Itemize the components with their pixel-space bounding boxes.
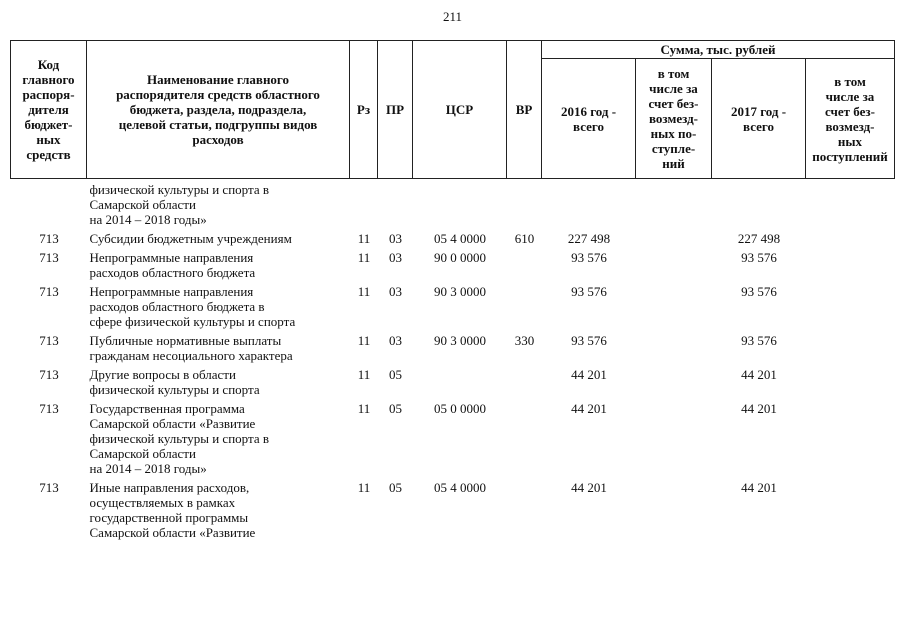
cell-code: 713 xyxy=(39,480,59,495)
cell-gratuitous-2017 xyxy=(806,331,895,365)
header.y2017_total-line: 2017 год - xyxy=(730,103,787,119)
header.y2016_gratuitous-line: числе за xyxy=(649,81,698,96)
header.y2017_gratuitous-line: возмезд- xyxy=(825,118,875,134)
cell-code: 713 xyxy=(39,333,59,348)
cell-rz: 11 xyxy=(357,231,371,246)
cell-rz: 11 xyxy=(357,367,371,382)
cell-rz: 11 xyxy=(357,401,371,416)
cell-csr: 05 0 0000 xyxy=(434,401,486,416)
header-csr: ЦСР xyxy=(413,41,507,179)
header-name xyxy=(87,41,350,179)
header.code-line: главного xyxy=(22,72,75,87)
header.y2016_gratuitous-line: ний xyxy=(662,156,685,171)
header.code-line: ных xyxy=(36,132,61,147)
rows.2.name-line: Непрограммные направления xyxy=(89,284,254,299)
cell-sum-2016: 93 576 xyxy=(571,284,607,299)
cell-name xyxy=(87,365,350,399)
rows.1.name-line: Непрограммные направления xyxy=(89,250,254,265)
cell-name xyxy=(87,478,350,542)
cell-name xyxy=(87,282,350,331)
cell-rz: 11 xyxy=(357,250,371,265)
cell-vr: 330 xyxy=(514,333,535,348)
table-row xyxy=(11,478,895,542)
header.y2016_total-line: всего xyxy=(573,118,604,134)
cell-code: 713 xyxy=(39,284,59,299)
cell-vr xyxy=(507,365,542,399)
page-number: 211 xyxy=(442,9,463,24)
budget-table xyxy=(10,40,895,542)
table-row xyxy=(11,248,895,282)
header.y2016_gratuitous-line: ных по- xyxy=(650,126,697,141)
header.code-line: распоря- xyxy=(22,87,75,102)
cell-vr: 610 xyxy=(514,231,535,246)
rows.3.name-line: гражданам несоциального характера xyxy=(89,348,293,363)
cell-code: 713 xyxy=(39,401,59,416)
cell-sum-2017: 227 498 xyxy=(737,231,781,246)
cell-code: 713 xyxy=(39,250,59,265)
cell-code: 713 xyxy=(39,231,59,246)
header.code-line: Код xyxy=(37,57,60,72)
cell-gratuitous-2016 xyxy=(636,478,712,542)
table-row xyxy=(11,399,895,478)
rows.4.name-line: физической культуры и спорта xyxy=(89,382,260,397)
header.y2016_gratuitous-line: счет без- xyxy=(648,96,699,111)
header.y2017_gratuitous-line: поступлений xyxy=(812,148,888,164)
cell-vr xyxy=(507,248,542,282)
cell-name xyxy=(87,229,350,248)
rows.6.name-line: осуществляемых в рамках xyxy=(89,495,236,510)
cell-pr: 03 xyxy=(389,333,402,348)
cell-csr: 90 0 0000 xyxy=(434,250,486,265)
rows.5.name-line: Самарской области «Развитие xyxy=(89,416,256,431)
rows.5.name-line: Государственная программа xyxy=(89,401,245,416)
header.code-line: дителя xyxy=(28,102,69,117)
table-row xyxy=(11,365,895,399)
cell-csr: 90 3 0000 xyxy=(434,333,486,348)
rows.3.name-line: Публичные нормативные выплаты xyxy=(89,333,282,348)
cell-name xyxy=(87,331,350,365)
continuation-row xyxy=(11,179,895,230)
header.y2017_gratuitous-line: в том xyxy=(834,73,866,89)
cell-gratuitous-2017 xyxy=(806,478,895,542)
header-2016-gratuitous xyxy=(636,59,712,179)
cell-sum-2017: 93 576 xyxy=(741,284,777,299)
header.name-line: Наименование главного xyxy=(146,72,290,87)
cell-rz: 11 xyxy=(357,333,371,348)
cell-name xyxy=(87,399,350,478)
cell-sum-2016: 44 201 xyxy=(571,401,607,416)
cell-gratuitous-2017 xyxy=(806,365,895,399)
rows.5.name-line: физической культуры и спорта в xyxy=(89,431,269,446)
header.name-line: целевой статьи, подгруппы видов xyxy=(118,117,318,132)
cell-gratuitous-2017 xyxy=(806,229,895,248)
header-rz: Рз xyxy=(350,41,378,179)
header.y2017_total-line: всего xyxy=(743,118,774,134)
rows.4.name-line: Другие вопросы в области xyxy=(89,367,236,382)
cell-pr: 03 xyxy=(389,284,402,299)
cell-rz: 11 xyxy=(357,480,371,495)
cell-vr xyxy=(507,282,542,331)
rows.6.name-line: государственной программы xyxy=(89,510,249,525)
cell-pr: 05 xyxy=(389,367,402,382)
rows.5.name-line: на 2014 – 2018 годы» xyxy=(89,461,207,476)
rows.5.name-line: Самарской области xyxy=(89,446,196,461)
cell-sum-2016: 93 576 xyxy=(571,333,607,348)
rows.2.name-line: расходов областного бюджета в xyxy=(89,299,265,314)
cell-gratuitous-2016 xyxy=(636,229,712,248)
header.y2016_gratuitous-line: в том xyxy=(657,66,690,81)
continuation-line: Самарской области xyxy=(89,197,196,212)
cell-name xyxy=(87,248,350,282)
rows.6.name-line: Самарской области «Развитие xyxy=(89,525,256,540)
header.y2017_gratuitous-line: счет без- xyxy=(825,103,875,119)
cell-csr: 05 4 0000 xyxy=(434,480,486,495)
table-row xyxy=(11,282,895,331)
cell-sum-2016: 44 201 xyxy=(571,367,607,382)
cell-gratuitous-2016 xyxy=(636,365,712,399)
header-sum-group: Сумма, тыс. рублей xyxy=(542,41,895,59)
cell-rz: 11 xyxy=(357,284,371,299)
cell-sum-2017: 93 576 xyxy=(741,333,777,348)
header-vr: ВР xyxy=(507,41,542,179)
cell-code: 713 xyxy=(39,367,59,382)
table-header xyxy=(11,41,895,179)
header-pr: ПР xyxy=(378,41,413,179)
header-code xyxy=(11,41,87,179)
continuation-line: на 2014 – 2018 годы» xyxy=(89,212,207,227)
table-row xyxy=(11,229,895,248)
cell-vr xyxy=(507,399,542,478)
cell-sum-2016: 93 576 xyxy=(571,250,607,265)
rows.0.name-line: Субсидии бюджетным учреждениям xyxy=(89,231,292,246)
header-2017-gratuitous xyxy=(806,59,895,179)
cell-pr: 05 xyxy=(389,401,402,416)
cell-sum-2017: 44 201 xyxy=(741,480,777,495)
cell-pr: 03 xyxy=(389,250,402,265)
header.y2017_gratuitous-line: числе за xyxy=(825,88,875,104)
header-2017-total xyxy=(712,59,806,179)
cell-gratuitous-2017 xyxy=(806,282,895,331)
cell-sum-2016: 227 498 xyxy=(567,231,611,246)
header.y2016_gratuitous-line: возмезд- xyxy=(649,111,698,126)
cell-sum-2017: 44 201 xyxy=(741,367,777,382)
cell-csr xyxy=(413,365,507,399)
continuation-line: физической культуры и спорта в xyxy=(89,182,269,197)
cell-csr: 05 4 0000 xyxy=(434,231,486,246)
cell-pr: 05 xyxy=(389,480,402,495)
rows.6.name-line: Иные направления расходов, xyxy=(89,480,250,495)
header-2016-total xyxy=(542,59,636,179)
cell-sum-2017: 93 576 xyxy=(741,250,777,265)
rows.1.name-line: расходов областного бюджета xyxy=(89,265,256,280)
header.code-line: средств xyxy=(26,147,71,162)
rows.2.name-line: сфере физической культуры и спорта xyxy=(89,314,296,329)
header.name-line: бюджета, раздела, подраздела, xyxy=(129,102,307,117)
cell-sum-2017: 44 201 xyxy=(741,401,777,416)
continuation-text xyxy=(87,179,350,230)
table-row xyxy=(11,331,895,365)
header.code-line: бюджет- xyxy=(24,117,73,132)
header.name-line: распорядителя средств областного xyxy=(116,87,320,102)
cell-vr xyxy=(507,478,542,542)
cell-pr: 03 xyxy=(389,231,402,246)
cell-gratuitous-2017 xyxy=(806,248,895,282)
table-body xyxy=(11,179,895,543)
cell-csr: 90 3 0000 xyxy=(434,284,486,299)
cell-sum-2016: 44 201 xyxy=(571,480,607,495)
cell-gratuitous-2016 xyxy=(636,399,712,478)
header.y2016_total-line: 2016 год - xyxy=(560,103,617,119)
cell-gratuitous-2016 xyxy=(636,331,712,365)
header.y2017_gratuitous-line: ных xyxy=(837,133,863,149)
cell-gratuitous-2016 xyxy=(636,282,712,331)
cell-gratuitous-2016 xyxy=(636,248,712,282)
header.name-line: расходов xyxy=(192,132,244,147)
cell-gratuitous-2017 xyxy=(806,399,895,478)
header.y2016_gratuitous-line: ступле- xyxy=(651,141,696,156)
